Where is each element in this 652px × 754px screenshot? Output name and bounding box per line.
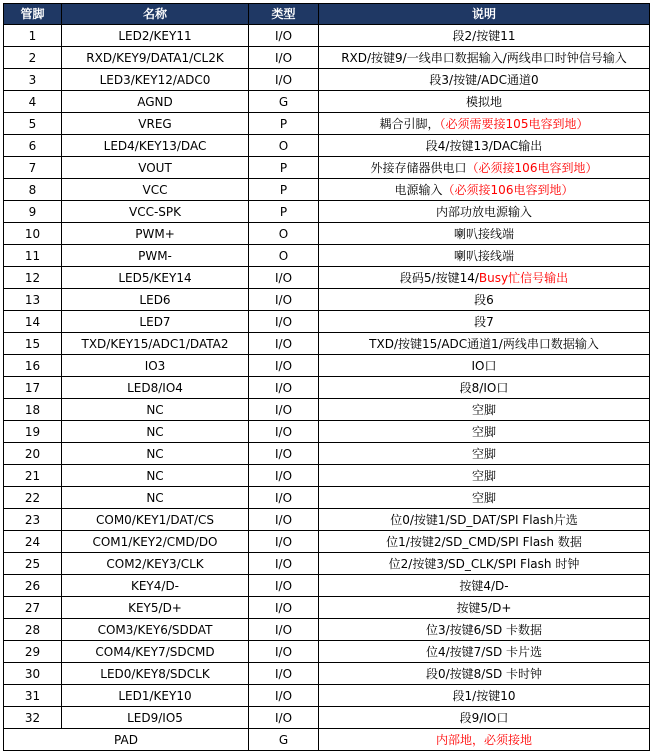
desc-cell <box>319 201 650 223</box>
table-row <box>4 487 650 509</box>
table-row <box>4 355 650 377</box>
type-cell: I/O <box>249 421 319 443</box>
name-cell: LED2/KEY11 <box>62 25 249 47</box>
desc-cell <box>319 311 650 333</box>
table-row <box>4 223 650 245</box>
name-cell: LED8/IO4 <box>62 377 249 399</box>
name-cell: IO3 <box>62 355 249 377</box>
type-cell: I/O <box>249 399 319 421</box>
table-row <box>4 157 650 179</box>
table-row <box>4 201 650 223</box>
desc-text: 段8/IO口 <box>459 380 509 395</box>
desc-note: （必须接106电容到地） <box>442 182 574 197</box>
desc-cell <box>319 641 650 663</box>
table-row <box>4 597 650 619</box>
pin-cell: 11 <box>4 245 62 267</box>
desc-cell <box>319 509 650 531</box>
desc-cell <box>319 619 650 641</box>
desc-cell <box>319 597 650 619</box>
name-cell: VREG <box>62 113 249 135</box>
name-cell: NC <box>62 465 249 487</box>
table-row <box>4 135 650 157</box>
desc-cell <box>319 25 650 47</box>
pin-cell: 1 <box>4 25 62 47</box>
type-cell: I/O <box>249 443 319 465</box>
pin-cell: 5 <box>4 113 62 135</box>
desc-text: 空脚 <box>471 402 496 417</box>
name-cell: VCC-SPK <box>62 201 249 223</box>
name-cell: NC <box>62 421 249 443</box>
pin-cell: 32 <box>4 707 62 729</box>
name-cell: NC <box>62 399 249 421</box>
desc-text: 段0/按键8/SD 卡时钟 <box>425 666 543 681</box>
desc-text: IO口 <box>471 358 497 373</box>
desc-text: 外接存储器供电口 <box>370 160 467 175</box>
desc-cell <box>319 377 650 399</box>
desc-cell <box>319 443 650 465</box>
desc-cell <box>319 289 650 311</box>
desc-text: 位1/按键2/SD_CMD/SPI Flash 数据 <box>386 534 582 549</box>
desc-cell <box>319 223 650 245</box>
type-cell: I/O <box>249 597 319 619</box>
table-row <box>4 641 650 663</box>
table-row <box>4 333 650 355</box>
pin-cell: 12 <box>4 267 62 289</box>
type-cell: O <box>249 245 319 267</box>
pin-cell: 28 <box>4 619 62 641</box>
name-cell: NC <box>62 443 249 465</box>
name-cell: PWM- <box>62 245 249 267</box>
name-cell: AGND <box>62 91 249 113</box>
desc-text: 位3/按键6/SD 卡数据 <box>425 622 543 637</box>
desc-cell <box>319 47 650 69</box>
type-cell: I/O <box>249 355 319 377</box>
table-row <box>4 47 650 69</box>
desc-text: 电源输入 <box>394 182 443 197</box>
desc-text: 段7 <box>474 314 494 329</box>
pin-cell: 13 <box>4 289 62 311</box>
pin-cell: 25 <box>4 553 62 575</box>
name-cell: COM2/KEY3/CLK <box>62 553 249 575</box>
type-cell: I/O <box>249 465 319 487</box>
desc-text: 位0/按键1/SD_DAT/SPI Flash片选 <box>390 512 578 527</box>
type-cell: P <box>249 157 319 179</box>
desc-text: 耦合引脚， <box>379 116 440 131</box>
desc-text: 内部功放电源输入 <box>435 204 532 219</box>
name-cell: KEY4/D- <box>62 575 249 597</box>
table-row <box>4 509 650 531</box>
table-row <box>4 575 650 597</box>
name-cell: VOUT <box>62 157 249 179</box>
desc-cell <box>319 333 650 355</box>
pin-cell: 3 <box>4 69 62 91</box>
pin-cell: 22 <box>4 487 62 509</box>
desc-text: TXD/按键15/ADC通道1/两线串口数据输入 <box>369 336 599 351</box>
header-pin: 管脚 <box>4 4 62 25</box>
header-desc: 说明 <box>319 4 650 25</box>
desc-cell <box>319 91 650 113</box>
type-cell: O <box>249 135 319 157</box>
name-cell: LED7 <box>62 311 249 333</box>
desc-text: 按键5/D+ <box>456 600 512 615</box>
type-cell: I/O <box>249 25 319 47</box>
name-cell: COM0/KEY1/DAT/CS <box>62 509 249 531</box>
table-row-pad <box>4 729 650 751</box>
desc-text: 段9/IO口 <box>459 710 509 725</box>
type-cell: I/O <box>249 509 319 531</box>
name-cell: LED6 <box>62 289 249 311</box>
pin-cell: 20 <box>4 443 62 465</box>
desc-text: 空脚 <box>471 424 496 439</box>
type-cell: I/O <box>249 619 319 641</box>
desc-text: 位4/按键7/SD 卡片选 <box>425 644 543 659</box>
type-cell: I/O <box>249 641 319 663</box>
type-cell: I/O <box>249 289 319 311</box>
table-row <box>4 25 650 47</box>
table-header-row <box>4 4 650 25</box>
desc-text: 喇叭接线端 <box>453 226 514 241</box>
table-row <box>4 91 650 113</box>
type-cell: I/O <box>249 531 319 553</box>
type-cell: I/O <box>249 487 319 509</box>
desc-cell <box>319 245 650 267</box>
desc-text: RXD/按键9/一线串口数据输入/两线串口时钟信号输入 <box>341 50 627 65</box>
pin-cell: 14 <box>4 311 62 333</box>
desc-cell <box>319 553 650 575</box>
desc-cell <box>319 113 650 135</box>
type-cell: I/O <box>249 47 319 69</box>
pad-name: PAD <box>4 729 249 751</box>
desc-cell <box>319 69 650 91</box>
desc-cell <box>319 399 650 421</box>
desc-text: 空脚 <box>471 490 496 505</box>
pin-cell: 19 <box>4 421 62 443</box>
table-row <box>4 377 650 399</box>
type-cell: I/O <box>249 267 319 289</box>
name-cell: LED4/KEY13/DAC <box>62 135 249 157</box>
type-cell: I/O <box>249 333 319 355</box>
name-cell: LED1/KEY10 <box>62 685 249 707</box>
header-name: 名称 <box>62 4 249 25</box>
pin-cell: 4 <box>4 91 62 113</box>
pin-cell: 17 <box>4 377 62 399</box>
desc-text: 空脚 <box>471 468 496 483</box>
table-row <box>4 289 650 311</box>
desc-text: 喇叭接线端 <box>453 248 514 263</box>
table-row <box>4 421 650 443</box>
name-cell: LED9/IO5 <box>62 707 249 729</box>
pin-cell: 23 <box>4 509 62 531</box>
name-cell: TXD/KEY15/ADC1/DATA2 <box>62 333 249 355</box>
name-cell: NC <box>62 487 249 509</box>
table-row <box>4 399 650 421</box>
type-cell: P <box>249 113 319 135</box>
table-row <box>4 663 650 685</box>
name-cell: LED3/KEY12/ADC0 <box>62 69 249 91</box>
desc-cell <box>319 421 650 443</box>
table-row <box>4 179 650 201</box>
desc-cell <box>319 685 650 707</box>
name-cell: COM4/KEY7/SDCMD <box>62 641 249 663</box>
name-cell: LED0/KEY8/SDCLK <box>62 663 249 685</box>
pin-cell: 31 <box>4 685 62 707</box>
type-cell: O <box>249 223 319 245</box>
pad-desc <box>319 729 650 751</box>
desc-text: 空脚 <box>471 446 496 461</box>
pin-cell: 8 <box>4 179 62 201</box>
type-cell: P <box>249 179 319 201</box>
pad-desc-note: 内部地，必须接地 <box>435 732 532 747</box>
table-row <box>4 443 650 465</box>
desc-note: （必须需要接105电容到地） <box>439 116 589 131</box>
table-row <box>4 311 650 333</box>
name-cell: VCC <box>62 179 249 201</box>
desc-cell <box>319 355 650 377</box>
desc-text: 段6 <box>474 292 494 307</box>
type-cell: I/O <box>249 377 319 399</box>
table-row <box>4 465 650 487</box>
desc-text: 位2/按键3/SD_CLK/SPI Flash 时钟 <box>388 556 580 571</box>
desc-cell <box>319 531 650 553</box>
header-type: 类型 <box>249 4 319 25</box>
pin-cell: 15 <box>4 333 62 355</box>
table-row <box>4 707 650 729</box>
pin-table <box>3 3 650 751</box>
name-cell: LED5/KEY14 <box>62 267 249 289</box>
pin-cell: 6 <box>4 135 62 157</box>
desc-cell <box>319 663 650 685</box>
desc-text: 段3/按键/ADC通道0 <box>429 72 539 87</box>
table-row <box>4 685 650 707</box>
name-cell: KEY5/D+ <box>62 597 249 619</box>
desc-text: 模拟地 <box>465 94 502 109</box>
pin-cell: 16 <box>4 355 62 377</box>
desc-cell <box>319 487 650 509</box>
pin-table-container <box>3 3 649 751</box>
pad-type: G <box>249 729 319 751</box>
type-cell: P <box>249 201 319 223</box>
pin-cell: 30 <box>4 663 62 685</box>
desc-cell <box>319 135 650 157</box>
pin-cell: 18 <box>4 399 62 421</box>
desc-cell <box>319 707 650 729</box>
type-cell: G <box>249 91 319 113</box>
desc-text: 段4/按键13/DAC输出 <box>425 138 543 153</box>
desc-cell <box>319 179 650 201</box>
type-cell: I/O <box>249 575 319 597</box>
desc-text: 段码5/按键14/ <box>399 270 479 285</box>
desc-note: （必须接106电容到地） <box>466 160 598 175</box>
pin-cell: 9 <box>4 201 62 223</box>
pin-cell: 21 <box>4 465 62 487</box>
type-cell: I/O <box>249 685 319 707</box>
table-row <box>4 267 650 289</box>
pin-cell: 29 <box>4 641 62 663</box>
desc-note: Busy忙信号输出 <box>478 270 569 285</box>
desc-cell <box>319 465 650 487</box>
type-cell: I/O <box>249 707 319 729</box>
pin-cell: 26 <box>4 575 62 597</box>
table-row <box>4 619 650 641</box>
table-row <box>4 531 650 553</box>
table-row <box>4 553 650 575</box>
name-cell: COM3/KEY6/SDDAT <box>62 619 249 641</box>
pin-cell: 10 <box>4 223 62 245</box>
pin-cell: 2 <box>4 47 62 69</box>
type-cell: I/O <box>249 553 319 575</box>
table-row <box>4 245 650 267</box>
pin-cell: 27 <box>4 597 62 619</box>
table-row <box>4 69 650 91</box>
type-cell: I/O <box>249 311 319 333</box>
desc-cell <box>319 267 650 289</box>
desc-cell <box>319 575 650 597</box>
type-cell: I/O <box>249 663 319 685</box>
pin-cell: 7 <box>4 157 62 179</box>
name-cell: RXD/KEY9/DATA1/CL2K <box>62 47 249 69</box>
name-cell: PWM+ <box>62 223 249 245</box>
desc-cell <box>319 157 650 179</box>
pin-cell: 24 <box>4 531 62 553</box>
type-cell: I/O <box>249 69 319 91</box>
name-cell: COM1/KEY2/CMD/DO <box>62 531 249 553</box>
desc-text: 按键4/D- <box>459 578 509 593</box>
desc-text: 段1/按键10 <box>452 688 516 703</box>
table-row <box>4 113 650 135</box>
desc-text: 段2/按键11 <box>452 28 516 43</box>
